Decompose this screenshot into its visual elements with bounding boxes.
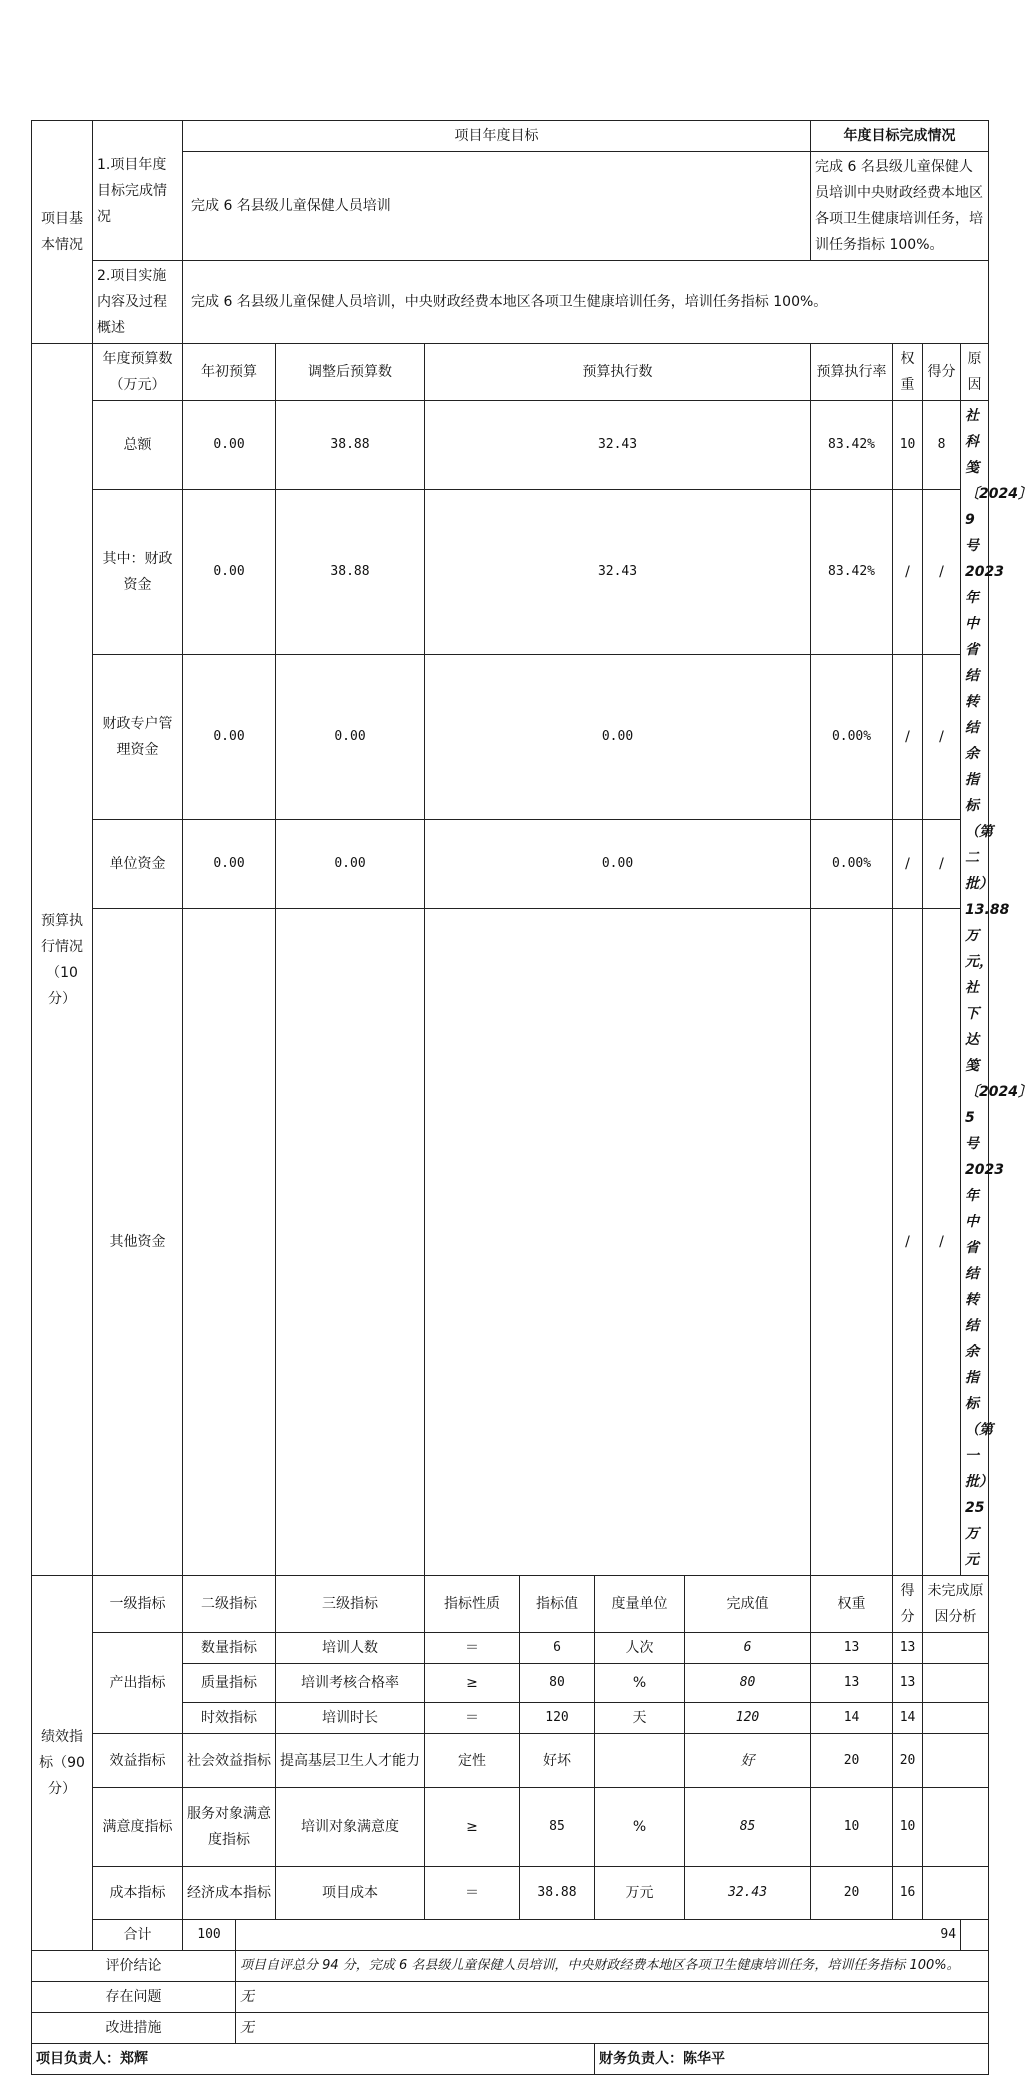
budget-rate: 83.42%	[811, 401, 893, 490]
perf-score: 13	[893, 1664, 923, 1703]
perf-weight: 13	[811, 1664, 893, 1703]
project-lead: 项目负责人：郑辉	[32, 2044, 595, 2075]
budget-header: 权重	[893, 344, 923, 401]
perf-level2: 数量指标	[183, 1633, 276, 1664]
budget-row-name: 其中：财政资金	[93, 490, 183, 655]
budget-section-label: 预算执行情况（10分）	[32, 344, 93, 1576]
budget-header: 年初预算	[183, 344, 276, 401]
budget-header: 原因	[961, 344, 989, 401]
perf-target: 120	[520, 1703, 595, 1734]
perf-nature: ＝	[425, 1703, 520, 1734]
budget-adjusted	[276, 909, 425, 1576]
perf-level2: 质量指标	[183, 1664, 276, 1703]
perf-actual: 32.43	[685, 1867, 811, 1920]
finance-lead: 财务负责人：陈华平	[595, 2044, 989, 2075]
budget-rate: 0.00%	[811, 655, 893, 820]
perf-score: 10	[893, 1788, 923, 1867]
budget-header: 年度预算数（万元）	[93, 344, 183, 401]
perf-nature: 定性	[425, 1734, 520, 1788]
perf-header: 三级指标	[276, 1576, 425, 1633]
perf-level3: 培训对象满意度	[276, 1788, 425, 1867]
budget-header: 调整后预算数	[276, 344, 425, 401]
completion-header: 年度目标完成情况	[811, 121, 989, 152]
perf-header: 未完成原因分析	[923, 1576, 989, 1633]
perf-level2: 时效指标	[183, 1703, 276, 1734]
budget-initial: 0.00	[183, 819, 276, 908]
perf-weight: 20	[811, 1867, 893, 1920]
budget-initial	[183, 909, 276, 1576]
budget-score: /	[923, 819, 961, 908]
budget-executed: 32.43	[425, 401, 811, 490]
budget-initial: 0.00	[183, 490, 276, 655]
perf-level2: 服务对象满意度指标	[183, 1788, 276, 1867]
perf-level1: 成本指标	[93, 1867, 183, 1920]
perf-level3: 培训人数	[276, 1633, 425, 1664]
perf-unit: %	[595, 1664, 685, 1703]
measures-text: 无	[236, 2013, 989, 2044]
perf-nature: ＝	[425, 1867, 520, 1920]
perf-header: 完成值	[685, 1576, 811, 1633]
perf-score: 16	[893, 1867, 923, 1920]
perf-actual: 6	[685, 1633, 811, 1664]
perf-weight: 20	[811, 1734, 893, 1788]
perf-target: 80	[520, 1664, 595, 1703]
perf-actual: 85	[685, 1788, 811, 1867]
budget-executed: 32.43	[425, 490, 811, 655]
conclusion-label: 评价结论	[32, 1951, 236, 1982]
perf-header: 指标值	[520, 1576, 595, 1633]
budget-score: /	[923, 655, 961, 820]
perf-actual: 80	[685, 1664, 811, 1703]
goal-text: 完成 6 名县级儿童保健人员培训	[183, 152, 811, 261]
perf-target: 85	[520, 1788, 595, 1867]
perf-header: 得分	[893, 1576, 923, 1633]
budget-header: 预算执行率	[811, 344, 893, 401]
process-label: 2.项目实施内容及过程概述	[93, 261, 183, 344]
budget-initial: 0.00	[183, 655, 276, 820]
budget-initial: 0.00	[183, 401, 276, 490]
basic-section-label: 项目基本情况	[32, 121, 93, 344]
budget-weight: /	[893, 909, 923, 1576]
perf-unit: 人次	[595, 1633, 685, 1664]
goal-header: 项目年度目标	[183, 121, 811, 152]
total-score: 94	[236, 1920, 961, 1951]
perf-nature: ≥	[425, 1664, 520, 1703]
budget-adjusted: 0.00	[276, 819, 425, 908]
perf-header: 指标性质	[425, 1576, 520, 1633]
perf-level1: 产出指标	[93, 1633, 183, 1734]
problems-text: 无	[236, 1982, 989, 2013]
budget-rate	[811, 909, 893, 1576]
budget-adjusted: 0.00	[276, 655, 425, 820]
budget-weight: /	[893, 655, 923, 820]
perf-reason	[923, 1664, 989, 1703]
budget-header: 得分	[923, 344, 961, 401]
process-text: 完成 6 名县级儿童保健人员培训，中央财政经费本地区各项卫生健康培训任务，培训任务指标 100%。	[183, 261, 989, 344]
budget-row-name: 其他资金	[93, 909, 183, 1576]
budget-row-name: 单位资金	[93, 819, 183, 908]
total-label: 合计	[93, 1920, 183, 1951]
perf-header: 权重	[811, 1576, 893, 1633]
budget-executed: 0.00	[425, 655, 811, 820]
perf-actual: 120	[685, 1703, 811, 1734]
perf-unit: 万元	[595, 1867, 685, 1920]
completion-text: 完成 6 名县级儿童保健人员培训中央财政经费本地区各项卫生健康培训任务，培训任务指标 100%。	[811, 152, 989, 261]
perf-reason	[923, 1703, 989, 1734]
measures-label: 改进措施	[32, 2013, 236, 2044]
perf-nature: ≥	[425, 1788, 520, 1867]
budget-rate: 83.42%	[811, 490, 893, 655]
budget-row-name: 财政专户管理资金	[93, 655, 183, 820]
conclusion-text: 项目自评总分 94 分，完成 6 名县级儿童保健人员培训，中央财政经费本地区各项卫生健康培训任务，培训任务指标 100%。	[236, 1951, 989, 1982]
performance-evaluation-form	[31, 120, 1032, 2075]
perf-weight: 10	[811, 1788, 893, 1867]
budget-weight: /	[893, 490, 923, 655]
problems-label: 存在问题	[32, 1982, 236, 2013]
perf-header: 一级指标	[93, 1576, 183, 1633]
budget-weight: 10	[893, 401, 923, 490]
perf-reason	[923, 1633, 989, 1664]
perf-reason	[923, 1734, 989, 1788]
perf-nature: ＝	[425, 1633, 520, 1664]
performance-section-label: 绩效指标（90分）	[32, 1576, 93, 1951]
budget-row-name: 总额	[93, 401, 183, 490]
perf-reason	[923, 1867, 989, 1920]
total-blank	[961, 1920, 989, 1951]
perf-level1: 效益指标	[93, 1734, 183, 1788]
budget-adjusted: 38.88	[276, 401, 425, 490]
perf-level2: 社会效益指标	[183, 1734, 276, 1788]
perf-level1: 满意度指标	[93, 1788, 183, 1867]
budget-weight: /	[893, 819, 923, 908]
perf-weight: 13	[811, 1633, 893, 1664]
budget-adjusted: 38.88	[276, 490, 425, 655]
perf-target: 38.88	[520, 1867, 595, 1920]
perf-reason	[923, 1788, 989, 1867]
budget-header: 预算执行数	[425, 344, 811, 401]
budget-score: /	[923, 909, 961, 1576]
budget-executed	[425, 909, 811, 1576]
perf-unit: 天	[595, 1703, 685, 1734]
perf-header: 二级指标	[183, 1576, 276, 1633]
budget-rate: 0.00%	[811, 819, 893, 908]
perf-level3: 项目成本	[276, 1867, 425, 1920]
total-weight: 100	[183, 1920, 236, 1951]
perf-score: 13	[893, 1633, 923, 1664]
perf-target: 好坏	[520, 1734, 595, 1788]
perf-score: 20	[893, 1734, 923, 1788]
perf-level3: 培训时长	[276, 1703, 425, 1734]
perf-level2: 经济成本指标	[183, 1867, 276, 1920]
perf-unit: %	[595, 1788, 685, 1867]
perf-unit	[595, 1734, 685, 1788]
budget-score: 8	[923, 401, 961, 490]
budget-executed: 0.00	[425, 819, 811, 908]
perf-actual: 好	[685, 1734, 811, 1788]
budget-score: /	[923, 490, 961, 655]
perf-level3: 提高基层卫生人才能力	[276, 1734, 425, 1788]
goal-label: 1.项目年度目标完成情况	[93, 121, 183, 261]
perf-weight: 14	[811, 1703, 893, 1734]
perf-header: 度量单位	[595, 1576, 685, 1633]
budget-reason: 社科笺〔2024〕9号 2023 年中省结转结余指标（第二批）13.88 万元，社下达笺〔2024〕5 号 2023 年中省结转结余指标（第一批）25 万元	[961, 401, 989, 1576]
perf-target: 6	[520, 1633, 595, 1664]
perf-level3: 培训考核合格率	[276, 1664, 425, 1703]
perf-score: 14	[893, 1703, 923, 1734]
